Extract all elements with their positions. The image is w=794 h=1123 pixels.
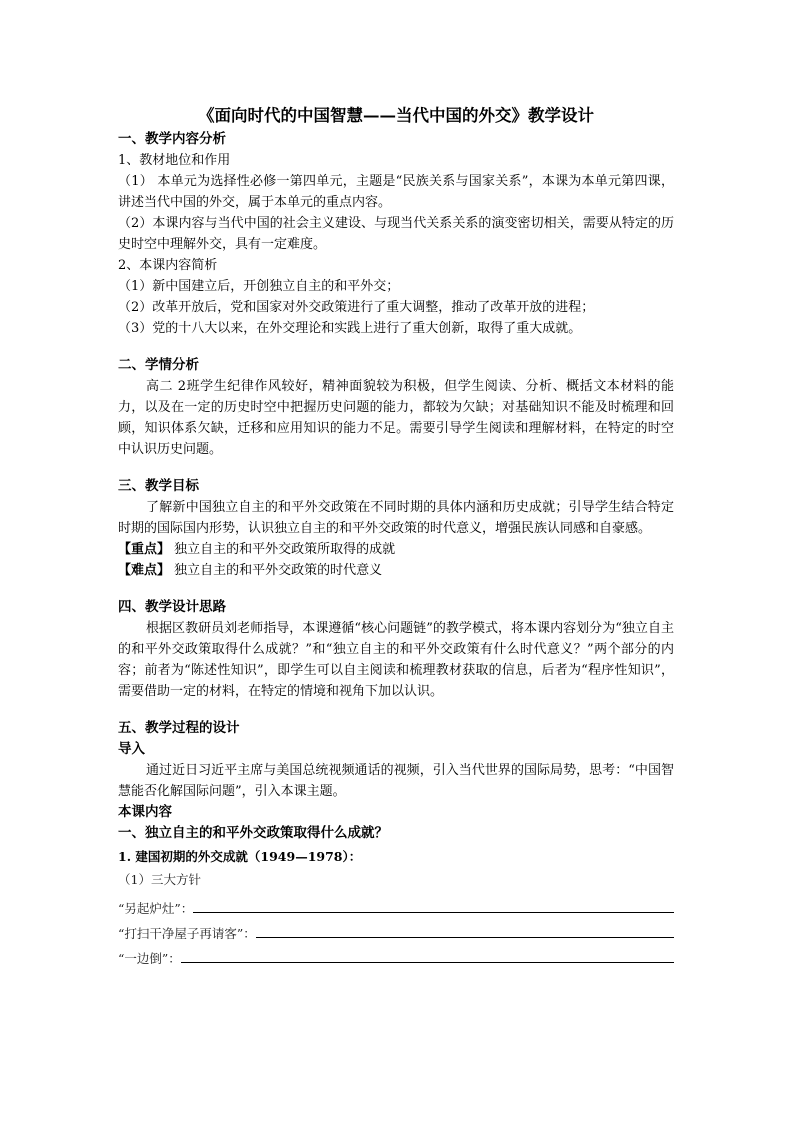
document-page <box>118 104 674 967</box>
fill-in-row <box>118 942 674 967</box>
subheading-introduction: 导入 <box>118 741 145 757</box>
paragraph-teaching-goals: 了解新中国独立自主的和平外交政策在不同时期的具体内涵和历史成就；引导学生结合特定时期的国际国内形势，认识独立自主的和平外交政策的时代意义，增强民族认同感和自豪感。 <box>118 500 674 536</box>
fill-in-row <box>118 892 674 917</box>
list-item: （2）改革开放后，党和国家对外交政策进行了重大调整，推动了改革开放的进程； <box>118 300 595 315</box>
fill-in-label: “另起炉灶”： <box>118 901 194 916</box>
subheading-textbook-position: 1、教材地位和作用 <box>118 153 231 168</box>
list-item: （1）新中国建立后，开创独立自主的和平外交； <box>118 279 400 294</box>
difficult-point-text: 独立自主的和平外交政策的时代意义 <box>170 563 383 578</box>
difficult-point-line <box>118 560 674 581</box>
key-point-text: 独立自主的和平外交政策所取得的成就 <box>170 542 396 557</box>
fill-in-blank-line[interactable] <box>256 936 674 938</box>
paragraph-introduction: 通过近日习近平主席与美国总统视频通话的视频，引入当代世界的国际局势，思考：“中国智慧能否化解国际问题”，引入本课主题。 <box>118 763 674 799</box>
document-title: 《面向时代的中国智慧——当代中国的外交》教学设计 <box>198 106 594 125</box>
difficult-point-label: 【难点】 <box>118 563 171 578</box>
question-heading-achievements: 一、独立自主的和平外交政策取得什么成就？ <box>118 825 388 841</box>
paragraph-unit-position: （1） 本单元为选择性必修一第四单元，主题是“民族关系与国家关系”，本课为本单元第四课，讲述当代中国的外交，属于本单元的重点内容。 <box>118 174 674 210</box>
key-point-label: 【重点】 <box>118 542 171 557</box>
fill-in-label: “一边倒”： <box>118 951 181 966</box>
section-heading-teaching-goals: 三、教学目标 <box>118 478 199 494</box>
section-heading-teaching-process: 五、教学过程的设计 <box>118 720 240 736</box>
paragraph-student-analysis: 高二 2班学生纪律作风较好，精神面貌较为积极，但学生阅读、分析、概括文本材料的能力，以及在一定的历史时空中把握历史问题的能力，都较为欠缺；对基础知识不能及时梳理和回顾，知识体系欠缺，迁移和应用知识的能力不足。需要引导学生阅读和理解材料，在特定的时空中认识历史问题。 <box>118 379 674 457</box>
subheading-lesson-summary: 2、本课内容简析 <box>118 258 218 273</box>
section-heading-content-analysis: 一、教学内容分析 <box>118 131 226 147</box>
subheading-early-diplomacy: 1. 建国初期的外交成就（1949—1978）： <box>118 849 362 864</box>
subheading-lesson-content: 本课内容 <box>118 804 172 820</box>
key-point-line <box>118 539 674 560</box>
paragraph-design-ideas: 根据区教研员刘老师指导，本课遵循“核心问题链”的教学模式，将本课内容划分为“独立自主的和平外交政策取得什么成就？”和“独立自主的和平外交政策有什么时代意义？”两个部分的内容；前者为“陈述性知识”，即学生可以自主阅读和梳理教材获取的信息，后者为“程序性知识”，需要借助一定的材料，在特定的情境和视角下加以认识。 <box>118 621 674 699</box>
section-heading-design-ideas: 四、教学设计思路 <box>118 599 226 615</box>
three-policies-label: （1）三大方针 <box>118 872 201 887</box>
fill-in-label: “打扫干净屋子再请客”： <box>118 926 256 941</box>
fill-in-blank-line[interactable] <box>181 961 674 963</box>
section-heading-student-analysis: 二、学情分析 <box>118 357 199 373</box>
fill-in-blank-line[interactable] <box>193 911 674 913</box>
list-item: （3）党的十八大以来，在外交理论和实践上进行了重大创新，取得了重大成就。 <box>118 321 582 336</box>
fill-in-row <box>118 917 674 942</box>
paragraph-lesson-relation: （2）本课内容与当代中国的社会主义建设、与现当代关系关系的演变密切相关，需要从特定的历史时空中理解外交，具有一定难度。 <box>118 216 674 252</box>
